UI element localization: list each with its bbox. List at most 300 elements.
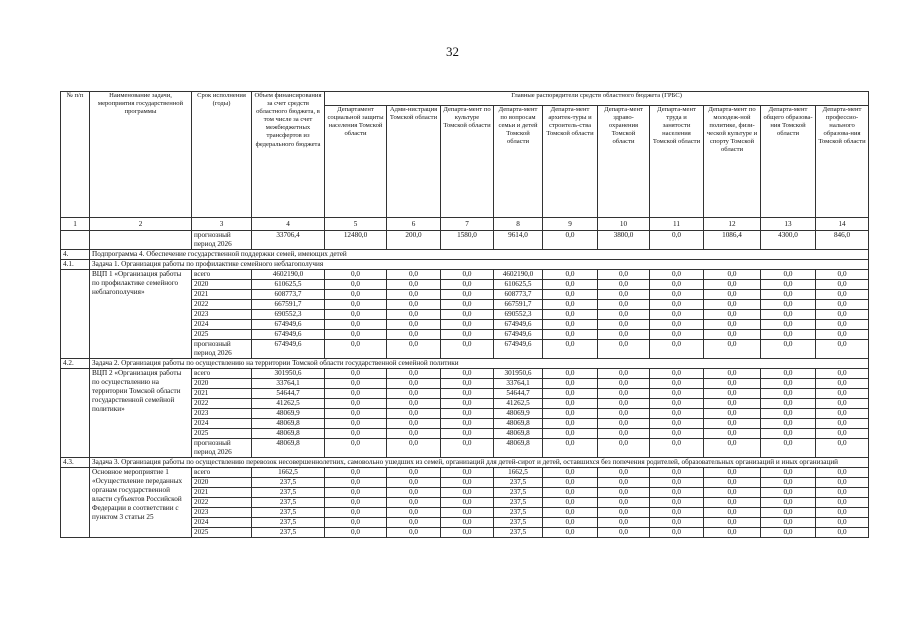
value-cell: 0,0 xyxy=(761,389,816,399)
value-cell: 674949,6 xyxy=(252,320,325,330)
value-cell: 0,0 xyxy=(650,379,704,389)
value-cell: 0,0 xyxy=(543,409,598,419)
value-cell: 0,0 xyxy=(598,498,650,508)
header-name: Наименование задачи, мероприятия государственной программы xyxy=(90,92,192,218)
value-cell: 54644,7 xyxy=(252,389,325,399)
value-cell: 0,0 xyxy=(761,300,816,310)
column-number: 5 xyxy=(325,218,387,231)
row-num xyxy=(61,369,90,458)
value-cell: 0,0 xyxy=(325,478,387,488)
value-cell: 0,0 xyxy=(441,320,494,330)
value-cell: 0,0 xyxy=(543,419,598,429)
row-num xyxy=(61,231,90,250)
value-cell: 0,0 xyxy=(704,300,761,310)
value-cell: 0,0 xyxy=(598,389,650,399)
value-cell: 0,0 xyxy=(441,498,494,508)
column-number: 2 xyxy=(90,218,192,231)
value-cell: 0,0 xyxy=(650,231,704,250)
value-cell: 0,0 xyxy=(761,419,816,429)
value-cell: 0,0 xyxy=(543,231,598,250)
value-cell: 0,0 xyxy=(325,379,387,389)
row-num: 4.3. xyxy=(61,458,90,468)
value-cell: 0,0 xyxy=(325,498,387,508)
value-cell: 1662,5 xyxy=(252,468,325,478)
value-cell: 0,0 xyxy=(761,468,816,478)
value-cell: 33764,1 xyxy=(252,379,325,389)
value-cell: 0,0 xyxy=(543,389,598,399)
column-number: 3 xyxy=(192,218,252,231)
header-dept-9: Департа-мент общего образова-ния Томской области xyxy=(761,106,816,218)
value-cell: 48069,8 xyxy=(494,419,543,429)
term-cell: 2021 xyxy=(192,290,252,300)
value-cell: 0,0 xyxy=(543,399,598,409)
value-cell: 0,0 xyxy=(325,409,387,419)
value-cell: 0,0 xyxy=(598,399,650,409)
value-cell: 0,0 xyxy=(441,429,494,439)
term-cell: 2024 xyxy=(192,518,252,528)
value-cell: 237,5 xyxy=(252,518,325,528)
column-number: 8 xyxy=(494,218,543,231)
value-cell: 0,0 xyxy=(704,518,761,528)
value-cell: 0,0 xyxy=(650,488,704,498)
value-cell: 0,0 xyxy=(325,389,387,399)
value-cell: 0,0 xyxy=(816,409,869,419)
value-cell: 0,0 xyxy=(387,498,441,508)
value-cell: 0,0 xyxy=(704,419,761,429)
value-cell: 48069,9 xyxy=(252,409,325,419)
value-cell: 0,0 xyxy=(650,300,704,310)
header-dept-5: Департа-мент архитек-туры и строитель-ства Томской области xyxy=(543,106,598,218)
value-cell: 0,0 xyxy=(543,429,598,439)
value-cell: 0,0 xyxy=(704,389,761,399)
value-cell: 237,5 xyxy=(494,488,543,498)
row-num: 4.2. xyxy=(61,359,90,369)
value-cell: 0,0 xyxy=(704,280,761,290)
header-volume: Объем финансирования за счет средств областного бюджета, в том числе за счет межбюджетных трансфертов из федерального бюджета xyxy=(252,92,325,218)
value-cell: 0,0 xyxy=(816,528,869,538)
term-cell: прогнозный период 2026 xyxy=(192,439,252,458)
value-cell: 4602190,0 xyxy=(494,270,543,280)
value-cell: 0,0 xyxy=(387,340,441,359)
value-cell: 0,0 xyxy=(704,429,761,439)
task-title: Задача 1. Организация работы по профилактике семейного неблагополучия xyxy=(90,260,869,270)
value-cell: 33706,4 xyxy=(252,231,325,250)
value-cell: 0,0 xyxy=(704,330,761,340)
value-cell: 0,0 xyxy=(761,310,816,320)
value-cell: 0,0 xyxy=(650,320,704,330)
table-header xyxy=(61,92,869,231)
value-cell: 0,0 xyxy=(761,488,816,498)
value-cell: 1086,4 xyxy=(704,231,761,250)
value-cell: 48069,9 xyxy=(494,409,543,419)
value-cell: 1580,0 xyxy=(441,231,494,250)
value-cell: 0,0 xyxy=(441,379,494,389)
value-cell: 0,0 xyxy=(387,518,441,528)
value-cell: 0,0 xyxy=(543,498,598,508)
column-number: 11 xyxy=(650,218,704,231)
table-row xyxy=(61,369,869,379)
header-grbs: Главные распорядители средств областного бюджета (ГРБС) xyxy=(325,92,869,106)
value-cell: 0,0 xyxy=(704,439,761,458)
value-cell: 0,0 xyxy=(650,369,704,379)
value-cell: 0,0 xyxy=(598,290,650,300)
value-cell: 0,0 xyxy=(543,340,598,359)
value-cell: 48069,8 xyxy=(252,439,325,458)
value-cell: 0,0 xyxy=(761,409,816,419)
value-cell: 0,0 xyxy=(704,340,761,359)
term-cell: 2022 xyxy=(192,399,252,409)
column-number: 7 xyxy=(441,218,494,231)
value-cell: 0,0 xyxy=(325,310,387,320)
term-cell: 2021 xyxy=(192,488,252,498)
value-cell: 0,0 xyxy=(325,280,387,290)
value-cell: 0,0 xyxy=(325,518,387,528)
value-cell: 0,0 xyxy=(441,508,494,518)
value-cell: 48069,8 xyxy=(494,439,543,458)
value-cell: 237,5 xyxy=(494,508,543,518)
value-cell: 0,0 xyxy=(441,409,494,419)
value-cell: 9614,0 xyxy=(494,231,543,250)
column-number-row xyxy=(61,218,869,231)
header-dept-3: Департа-мент по культуре Томской области xyxy=(441,106,494,218)
value-cell: 0,0 xyxy=(816,320,869,330)
value-cell: 4602190,0 xyxy=(252,270,325,280)
term-cell: всего xyxy=(192,369,252,379)
value-cell: 0,0 xyxy=(761,290,816,300)
term-cell: 2025 xyxy=(192,429,252,439)
value-cell: 0,0 xyxy=(704,478,761,488)
value-cell: 41262,5 xyxy=(252,399,325,409)
value-cell: 0,0 xyxy=(325,508,387,518)
value-cell: 0,0 xyxy=(650,419,704,429)
value-cell: 610625,5 xyxy=(252,280,325,290)
value-cell: 48069,8 xyxy=(252,419,325,429)
value-cell: 0,0 xyxy=(761,498,816,508)
value-cell: 3800,0 xyxy=(598,231,650,250)
value-cell: 0,0 xyxy=(387,330,441,340)
value-cell: 0,0 xyxy=(816,310,869,320)
value-cell: 0,0 xyxy=(598,320,650,330)
value-cell: 0,0 xyxy=(816,488,869,498)
value-cell: 0,0 xyxy=(598,369,650,379)
task-row xyxy=(61,359,869,369)
term-cell: 2020 xyxy=(192,478,252,488)
value-cell: 0,0 xyxy=(761,399,816,409)
header-num: № п/п xyxy=(61,92,90,218)
financing-table xyxy=(60,91,869,538)
value-cell: 0,0 xyxy=(325,340,387,359)
value-cell: 0,0 xyxy=(598,528,650,538)
value-cell: 0,0 xyxy=(598,310,650,320)
column-number: 14 xyxy=(816,218,869,231)
value-cell: 0,0 xyxy=(325,330,387,340)
value-cell: 0,0 xyxy=(816,379,869,389)
value-cell: 0,0 xyxy=(816,290,869,300)
header-dept-10: Департа-мент профессио-нального образова-ния Томской области xyxy=(816,106,869,218)
term-cell: 2025 xyxy=(192,330,252,340)
value-cell: 0,0 xyxy=(441,399,494,409)
value-cell: 0,0 xyxy=(325,320,387,330)
value-cell: 0,0 xyxy=(387,310,441,320)
value-cell: 0,0 xyxy=(598,419,650,429)
value-cell: 0,0 xyxy=(598,488,650,498)
value-cell: 0,0 xyxy=(650,330,704,340)
row-name xyxy=(90,231,192,250)
activity-name: Основное мероприятие 1 «Осуществление переданных органам государственной власти субъектов Российской Федерации в соответствии с пунктом 3 статьи 25 xyxy=(90,468,192,538)
value-cell: 0,0 xyxy=(650,468,704,478)
value-cell: 0,0 xyxy=(816,369,869,379)
value-cell: 0,0 xyxy=(761,508,816,518)
value-cell: 0,0 xyxy=(387,528,441,538)
value-cell: 0,0 xyxy=(761,270,816,280)
value-cell: 0,0 xyxy=(650,409,704,419)
value-cell: 0,0 xyxy=(387,300,441,310)
column-number: 10 xyxy=(598,218,650,231)
table-row xyxy=(61,231,869,250)
value-cell: 0,0 xyxy=(598,468,650,478)
task-row xyxy=(61,458,869,468)
term-cell: 2025 xyxy=(192,528,252,538)
value-cell: 0,0 xyxy=(543,488,598,498)
value-cell: 0,0 xyxy=(387,389,441,399)
value-cell: 0,0 xyxy=(387,508,441,518)
value-cell: 0,0 xyxy=(761,369,816,379)
value-cell: 0,0 xyxy=(441,369,494,379)
value-cell: 608773,7 xyxy=(252,290,325,300)
value-cell: 0,0 xyxy=(441,488,494,498)
value-cell: 0,0 xyxy=(441,478,494,488)
value-cell: 0,0 xyxy=(761,439,816,458)
header-term: Срок исполнения (годы) xyxy=(192,92,252,218)
value-cell: 0,0 xyxy=(650,508,704,518)
value-cell: 0,0 xyxy=(761,379,816,389)
value-cell: 0,0 xyxy=(816,518,869,528)
value-cell: 12480,0 xyxy=(325,231,387,250)
value-cell: 0,0 xyxy=(387,409,441,419)
header-dept-2: Адми-нистрация Томской области xyxy=(387,106,441,218)
term-cell: 2023 xyxy=(192,310,252,320)
value-cell: 0,0 xyxy=(441,290,494,300)
value-cell: 237,5 xyxy=(494,528,543,538)
value-cell: 0,0 xyxy=(387,280,441,290)
value-cell: 0,0 xyxy=(598,270,650,280)
value-cell: 0,0 xyxy=(598,478,650,488)
value-cell: 0,0 xyxy=(325,439,387,458)
value-cell: 0,0 xyxy=(325,419,387,429)
value-cell: 0,0 xyxy=(543,518,598,528)
value-cell: 0,0 xyxy=(598,439,650,458)
value-cell: 0,0 xyxy=(325,468,387,478)
header-dept-1: Департамент социальной защиты населения Томской области xyxy=(325,106,387,218)
value-cell: 0,0 xyxy=(543,310,598,320)
term-cell: 2022 xyxy=(192,498,252,508)
value-cell: 0,0 xyxy=(598,280,650,290)
value-cell: 0,0 xyxy=(325,488,387,498)
value-cell: 0,0 xyxy=(387,379,441,389)
value-cell: 0,0 xyxy=(543,300,598,310)
value-cell: 667591,7 xyxy=(494,300,543,310)
value-cell: 0,0 xyxy=(441,340,494,359)
value-cell: 0,0 xyxy=(816,340,869,359)
value-cell: 0,0 xyxy=(704,320,761,330)
value-cell: 0,0 xyxy=(650,518,704,528)
value-cell: 0,0 xyxy=(650,528,704,538)
value-cell: 237,5 xyxy=(252,528,325,538)
value-cell: 0,0 xyxy=(816,468,869,478)
value-cell: 0,0 xyxy=(387,419,441,429)
value-cell: 237,5 xyxy=(252,488,325,498)
value-cell: 0,0 xyxy=(816,300,869,310)
value-cell: 33764,1 xyxy=(494,379,543,389)
term-cell: всего xyxy=(192,468,252,478)
value-cell: 0,0 xyxy=(598,340,650,359)
value-cell: 0,0 xyxy=(598,409,650,419)
value-cell: 0,0 xyxy=(325,300,387,310)
value-cell: 0,0 xyxy=(816,439,869,458)
value-cell: 0,0 xyxy=(816,389,869,399)
value-cell: 690552,3 xyxy=(494,310,543,320)
value-cell: 0,0 xyxy=(761,528,816,538)
term-cell: всего xyxy=(192,270,252,280)
value-cell: 0,0 xyxy=(543,369,598,379)
value-cell: 0,0 xyxy=(325,369,387,379)
value-cell: 0,0 xyxy=(598,508,650,518)
value-cell: 0,0 xyxy=(650,270,704,280)
value-cell: 0,0 xyxy=(761,340,816,359)
header-dept-4: Департа-мент по вопросам семьи и детей Томской области xyxy=(494,106,543,218)
value-cell: 674949,6 xyxy=(494,320,543,330)
column-number: 9 xyxy=(543,218,598,231)
value-cell: 0,0 xyxy=(441,419,494,429)
value-cell: 0,0 xyxy=(598,330,650,340)
value-cell: 0,0 xyxy=(598,429,650,439)
value-cell: 0,0 xyxy=(598,379,650,389)
value-cell: 0,0 xyxy=(816,498,869,508)
value-cell: 0,0 xyxy=(387,478,441,488)
term-cell: 2022 xyxy=(192,300,252,310)
value-cell: 0,0 xyxy=(650,290,704,300)
value-cell: 0,0 xyxy=(543,330,598,340)
value-cell: 0,0 xyxy=(325,290,387,300)
column-number: 1 xyxy=(61,218,90,231)
value-cell: 41262,5 xyxy=(494,399,543,409)
value-cell: 0,0 xyxy=(387,399,441,409)
value-cell: 237,5 xyxy=(252,508,325,518)
value-cell: 0,0 xyxy=(704,508,761,518)
table-row xyxy=(61,270,869,280)
value-cell: 0,0 xyxy=(704,379,761,389)
activity-name: ВЦП 2 «Организация работы по осуществлению на территории Томской области государственной семейной политики» xyxy=(90,369,192,458)
term-cell: 2024 xyxy=(192,320,252,330)
value-cell: 0,0 xyxy=(441,270,494,280)
value-cell: 0,0 xyxy=(543,379,598,389)
value-cell: 0,0 xyxy=(441,389,494,399)
value-cell: 0,0 xyxy=(441,518,494,528)
value-cell: 690552,3 xyxy=(252,310,325,320)
column-number: 12 xyxy=(704,218,761,231)
value-cell: 0,0 xyxy=(441,330,494,340)
value-cell: 0,0 xyxy=(387,429,441,439)
value-cell: 0,0 xyxy=(816,419,869,429)
column-number: 6 xyxy=(387,218,441,231)
term-cell: 2020 xyxy=(192,379,252,389)
term-cell: прогнозный период 2026 xyxy=(192,231,252,250)
value-cell: 0,0 xyxy=(543,528,598,538)
value-cell: 0,0 xyxy=(441,528,494,538)
header-dept-7: Департа-мент труда и занятости населения Томской области xyxy=(650,106,704,218)
value-cell: 0,0 xyxy=(816,429,869,439)
term-cell: прогнозный период 2026 xyxy=(192,340,252,359)
term-cell: 2020 xyxy=(192,280,252,290)
value-cell: 0,0 xyxy=(387,439,441,458)
value-cell: 610625,5 xyxy=(494,280,543,290)
column-number: 4 xyxy=(252,218,325,231)
value-cell: 0,0 xyxy=(387,320,441,330)
value-cell: 674949,6 xyxy=(252,340,325,359)
term-cell: 2023 xyxy=(192,409,252,419)
value-cell: 608773,7 xyxy=(494,290,543,300)
row-num xyxy=(61,270,90,359)
task-title: Задача 2. Организация работы по осуществлению на территории Томской области государственной семейной политики xyxy=(90,359,869,369)
value-cell: 0,0 xyxy=(543,280,598,290)
value-cell: 0,0 xyxy=(650,340,704,359)
value-cell: 0,0 xyxy=(816,330,869,340)
value-cell: 0,0 xyxy=(761,280,816,290)
value-cell: 0,0 xyxy=(543,270,598,280)
value-cell: 54644,7 xyxy=(494,389,543,399)
value-cell: 0,0 xyxy=(816,508,869,518)
value-cell: 0,0 xyxy=(704,498,761,508)
value-cell: 0,0 xyxy=(441,310,494,320)
value-cell: 0,0 xyxy=(650,478,704,488)
value-cell: 0,0 xyxy=(543,290,598,300)
value-cell: 200,0 xyxy=(387,231,441,250)
value-cell: 0,0 xyxy=(543,508,598,518)
value-cell: 674949,6 xyxy=(252,330,325,340)
value-cell: 237,5 xyxy=(494,498,543,508)
value-cell: 4300,0 xyxy=(761,231,816,250)
value-cell: 0,0 xyxy=(704,528,761,538)
value-cell: 0,0 xyxy=(761,518,816,528)
value-cell: 237,5 xyxy=(252,498,325,508)
value-cell: 0,0 xyxy=(543,439,598,458)
value-cell: 0,0 xyxy=(704,369,761,379)
value-cell: 0,0 xyxy=(441,300,494,310)
value-cell: 0,0 xyxy=(543,320,598,330)
value-cell: 0,0 xyxy=(816,270,869,280)
value-cell: 0,0 xyxy=(387,468,441,478)
row-num: 4. xyxy=(61,250,90,260)
value-cell: 0,0 xyxy=(598,518,650,528)
value-cell: 0,0 xyxy=(387,290,441,300)
value-cell: 0,0 xyxy=(650,498,704,508)
value-cell: 48069,8 xyxy=(252,429,325,439)
value-cell: 0,0 xyxy=(543,468,598,478)
value-cell: 0,0 xyxy=(325,528,387,538)
value-cell: 0,0 xyxy=(387,369,441,379)
header-dept-8: Департа-мент по молодеж-ной политике, физи-ческой культуре и спорту Томской области xyxy=(704,106,761,218)
value-cell: 674949,6 xyxy=(494,330,543,340)
value-cell: 0,0 xyxy=(650,310,704,320)
value-cell: 0,0 xyxy=(761,478,816,488)
value-cell: 301950,6 xyxy=(252,369,325,379)
value-cell: 0,0 xyxy=(598,300,650,310)
task-row xyxy=(61,260,869,270)
value-cell: 0,0 xyxy=(441,439,494,458)
value-cell: 0,0 xyxy=(441,468,494,478)
value-cell: 0,0 xyxy=(704,290,761,300)
value-cell: 0,0 xyxy=(704,310,761,320)
